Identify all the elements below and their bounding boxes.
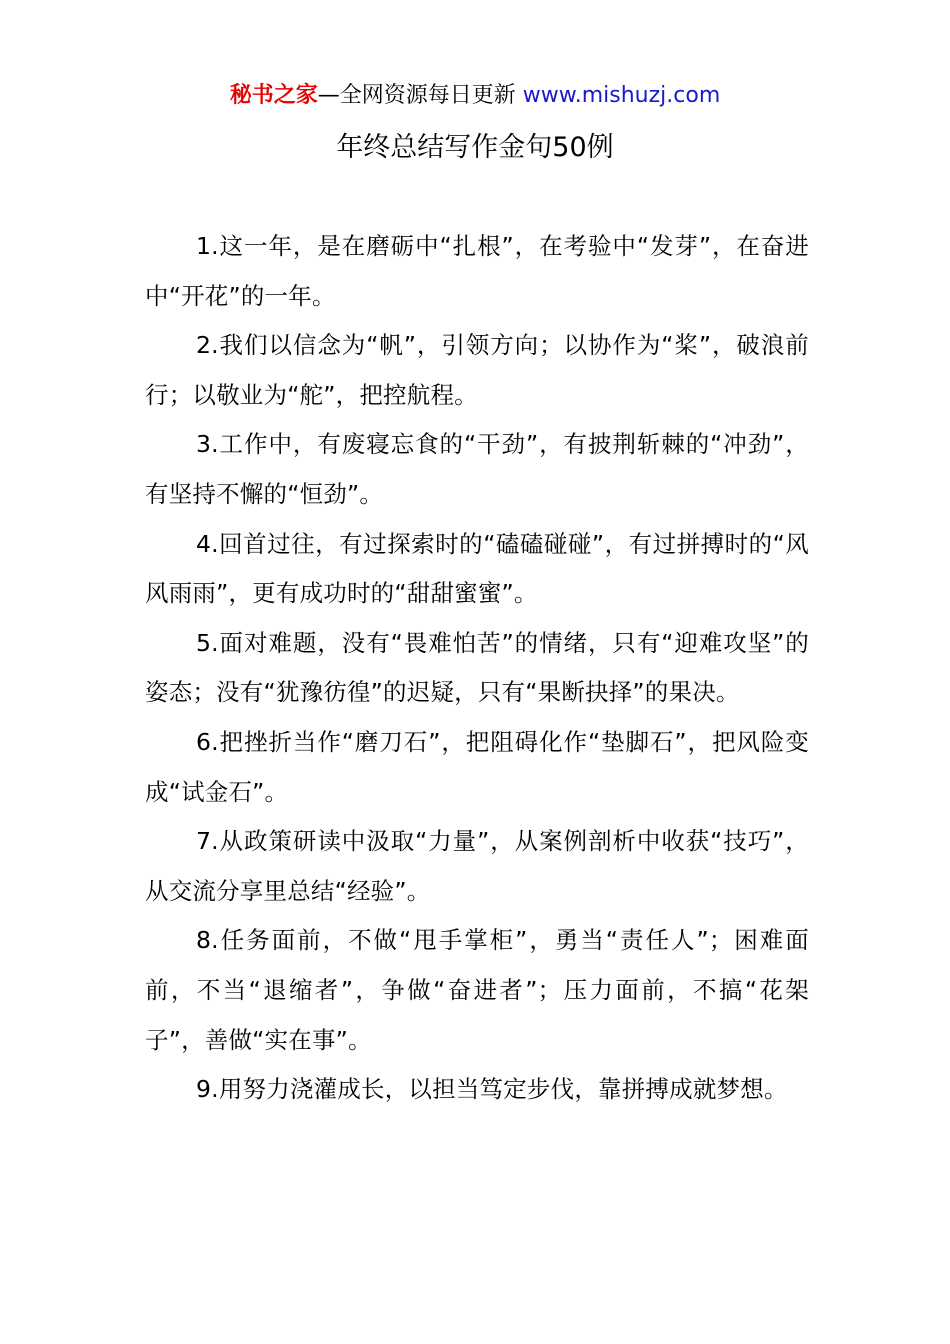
list-item: 4.回首过往，有过探索时的“磕磕碰碰”，有过拼搏时的“风风雨雨”，更有成功时的“甜甜蜜蜜”。 xyxy=(145,529,809,608)
list-item: 6.把挫折当作“磨刀石”，把阻碍化作“垫脚石”，把风险变成“试金石”。 xyxy=(145,727,809,806)
list-item: 1.这一年，是在磨砺中“扎根”，在考验中“发芽”，在奋进中“开花”的一年。 xyxy=(145,232,809,310)
list-item: 3.工作中，有废寝忘食的“干劲”，有披荆斩棘的“冲劲”，有坚持不懈的“恒劲”。 xyxy=(145,430,809,508)
list-item: 7.从政策研读中汲取“力量”，从案例剖析中收获“技巧”，从交流分享里总结“经验”。 xyxy=(145,827,809,905)
list-item: 2.我们以信念为“帆”，引领方向；以协作为“桨”，破浪前行；以敬业为“舵”，把控航程。 xyxy=(145,331,809,409)
document-title: 年终总结写作金句50例 xyxy=(336,132,614,163)
header-tagline: —全网资源每日更新 xyxy=(317,83,516,108)
list-item: 5.面对难题，没有“畏难怕苦”的情绪，只有“迎难攻坚”的姿态；没有“犹豫彷徨”的迟疑，只有“果断抉择”的果决。 xyxy=(145,628,809,707)
brand-name: 秘书之家 xyxy=(229,83,318,108)
document-body xyxy=(145,222,809,1115)
list-item: 9.用努力浇灌成长，以担当笃定步伐，靠拼搏成就梦想。 xyxy=(196,1075,788,1104)
list-item: 8.任务面前，不做“甩手掌柜”，勇当“责任人”；困难面前，不当“退缩者”，争做“奋进者”；压力面前，不搞“花架子”，善做“实在事”。 xyxy=(145,926,809,1054)
page-header xyxy=(0,80,950,112)
site-url-link[interactable]: www.mishuzj.com xyxy=(522,83,721,108)
